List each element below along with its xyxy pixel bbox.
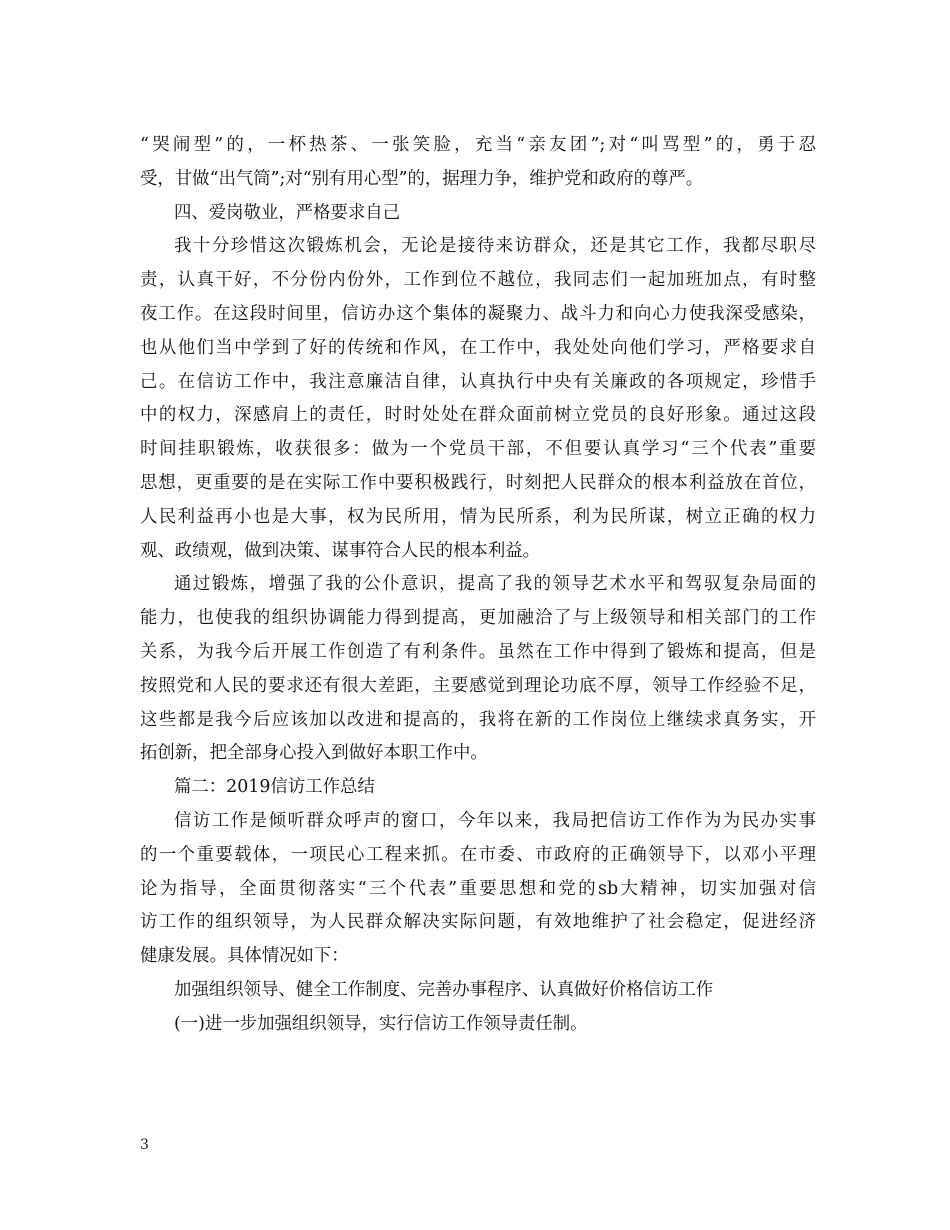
text-line: 责，认真干好，不分份内份外，工作到位不越位，我同志们一起加班加点，有时整 xyxy=(140,270,816,291)
text-line: 我十分珍惜这次锻炼机会，无论是接待来访群众，还是其它工作，我都尽职尽 xyxy=(174,236,816,257)
text-line: 观、政绩观，做到决策、谋事符合人民的根本利益。 xyxy=(140,540,540,561)
text-line: 人民利益再小也是大事，权为民所用，情为民所系，利为民所谋，树立正确的权力 xyxy=(140,506,816,527)
text-line: 这些都是我今后应该加以改进和提高的，我将在新的工作岗位上继续求真务实，开 xyxy=(140,709,816,730)
text-line: “哭闹型”的，一杯热茶、一张笑脸，充当“亲友团”;对“叫骂型”的，勇于忍 xyxy=(140,135,816,155)
text-line: (一)进一步加强组织领导，实行信访工作领导责任制。 xyxy=(174,1013,588,1034)
text-line: 信访工作是倾听群众呼声的窗口，今年以来，我局把信访工作作为为民办实事 xyxy=(174,810,816,831)
text-line: 健康发展。具体情况如下： xyxy=(140,946,349,967)
text-line: 按照党和人民的要求还有很大差距，主要感觉到理论功底不厚，领导工作经验不足， xyxy=(140,675,816,696)
text-line: 己。在信访工作中，我注意廉洁自律，认真执行中央有关廉政的各项规定，珍惜手 xyxy=(140,371,816,392)
text-line: 的一个重要载体，一项民心工程来抓。在市委、市政府的正确领导下，以邓小平理 xyxy=(140,844,816,865)
text-line: 能力，也使我的组织协调能力得到提高，更加融洽了与上级领导和相关部门的工作 xyxy=(140,608,816,629)
page-number: 3 xyxy=(140,1137,149,1153)
text-line: 思想，更重要的是在实际工作中要积极践行，时刻把人民群众的根本利益放在首位， xyxy=(140,472,816,493)
text-line: 也从他们当中学到了好的传统和作风，在工作中，我处处向他们学习，严格要求自 xyxy=(140,337,816,358)
text-line: 时间挂职锻炼，收获很多：做为一个党员干部，不但要认真学习“三个代表”重要 xyxy=(140,439,816,460)
text-line: 受，甘做“出气筒”;对“别有用心型”的，据理力争，维护党和政府的尊严。 xyxy=(140,168,704,189)
text-line: 拓创新，把全部身心投入到做好本职工作中。 xyxy=(140,743,488,764)
text-line: 通过锻炼，增强了我的公仆意识，提高了我的领导艺术水平和驾驭复杂局面的 xyxy=(174,574,816,595)
text-line: 关系，为我今后开展工作创造了有利条件。虽然在工作中得到了锻炼和提高，但是 xyxy=(140,641,816,662)
text-line: 论为指导，全面贯彻落实“三个代表”重要思想和党的sb大精神，切实加强对信 xyxy=(140,878,816,899)
text-line: 中的权力，深感肩上的责任，时时处处在群众面前树立党员的良好形象。通过这段 xyxy=(140,405,816,426)
text-line: 四、爱岗敬业，严格要求自己 xyxy=(174,202,401,223)
text-line: 夜工作。在这段时间里，信访办这个集体的凝聚力、战斗力和向心力使我深受感染， xyxy=(140,303,816,324)
text-line: 加强组织领导、健全工作制度、完善办事程序、认真做好价格信访工作 xyxy=(174,979,714,1000)
text-line: 访工作的组织领导，为人民群众解决实际问题，有效地维护了社会稳定，促进经济 xyxy=(140,912,816,933)
document-body xyxy=(140,129,816,1042)
text-line: 篇二：2019信访工作总结 xyxy=(174,777,375,798)
